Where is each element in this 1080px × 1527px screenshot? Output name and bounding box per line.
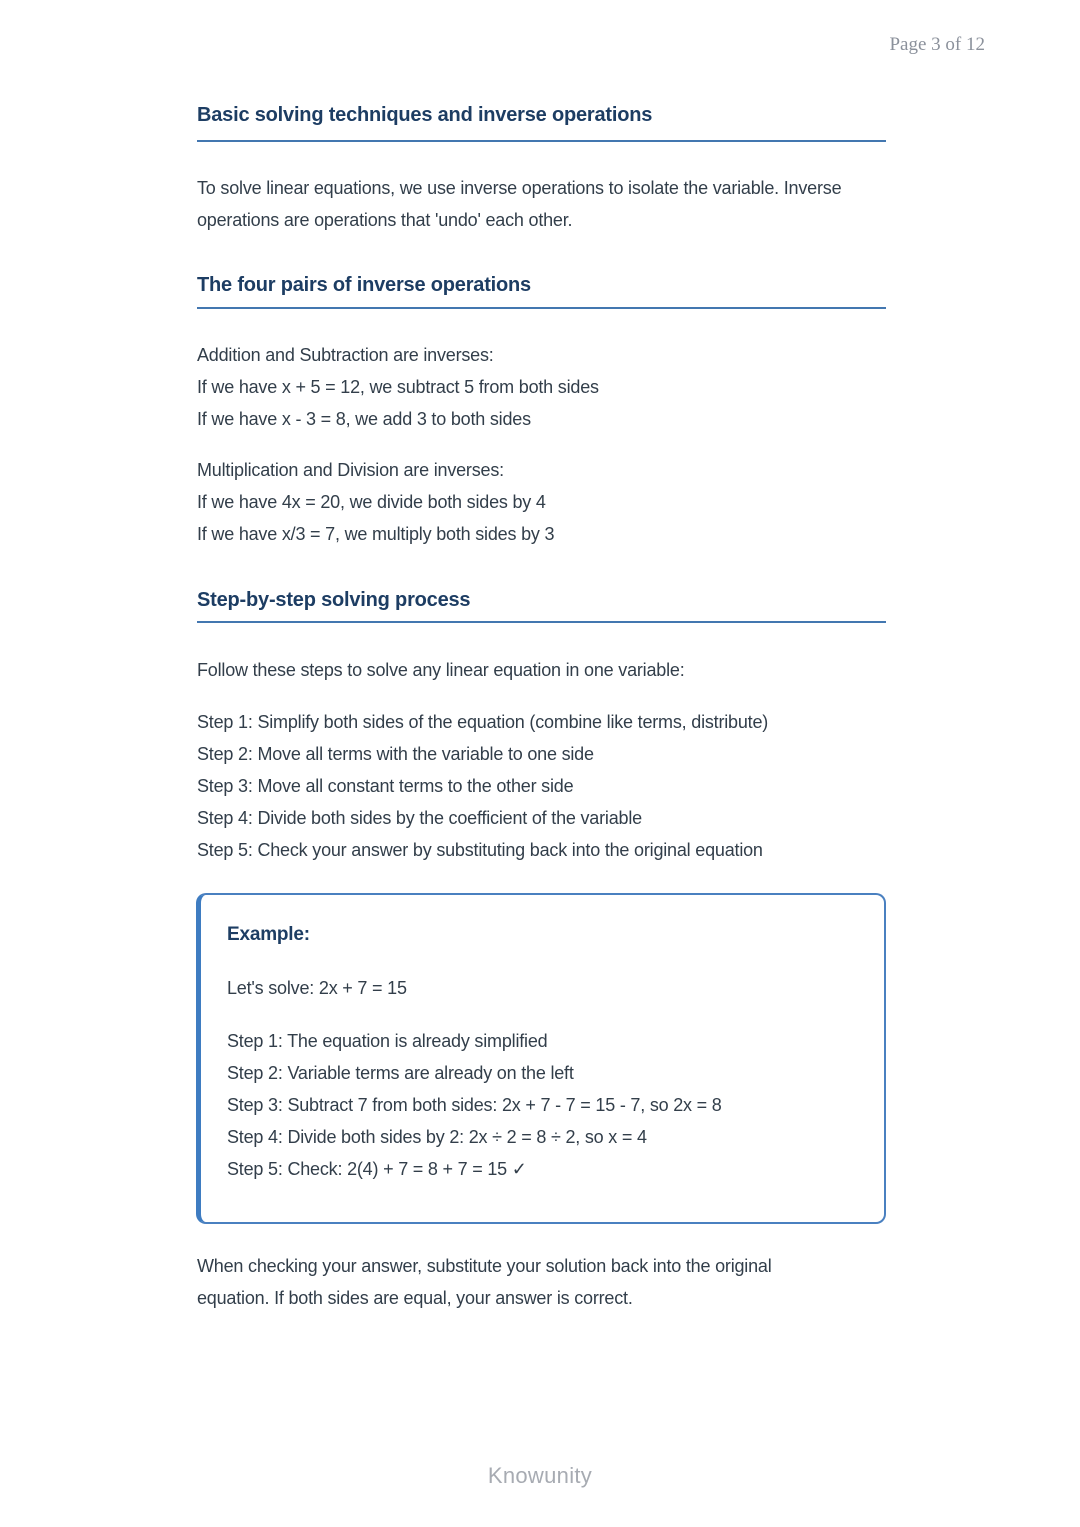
- example-step-item: Step 5: Check: 2(4) + 7 = 8 + 7 = 15 ✓: [227, 1159, 527, 1179]
- paragraph-line: If we have x + 5 = 12, we subtract 5 from both sides: [197, 377, 599, 397]
- multiplication-division-group: [197, 454, 886, 550]
- example-step-item: Step 4: Divide both sides by 2: 2x ÷ 2 = 8 ÷ 2, so x = 4: [227, 1127, 647, 1147]
- paragraph-line: If we have 4x = 20, we divide both sides by 4: [197, 492, 546, 512]
- section-rule: [197, 307, 886, 309]
- example-label: Example:: [227, 924, 310, 945]
- section-rule: [197, 621, 886, 623]
- paragraph-line: Addition and Subtraction are inverses:: [197, 345, 494, 365]
- step-item: Step 2: Move all terms with the variable to one side: [197, 744, 594, 764]
- step-item: Step 3: Move all constant terms to the other side: [197, 776, 574, 796]
- closing-paragraph: [197, 1250, 886, 1314]
- step-item: Step 5: Check your answer by substituting back into the original equation: [197, 840, 763, 860]
- intro-paragraph: [197, 172, 886, 236]
- example-step-item: Step 2: Variable terms are already on the left: [227, 1063, 574, 1083]
- paragraph-line: Multiplication and Division are inverses:: [197, 460, 504, 480]
- steps-intro: [197, 654, 886, 686]
- section-rule: [197, 140, 886, 142]
- step-item: Step 1: Simplify both sides of the equation (combine like terms, distribute): [197, 712, 769, 732]
- paragraph-line: equation. If both sides are equal, your answer is correct.: [197, 1288, 633, 1308]
- page-number: Page 3 of 12: [889, 34, 985, 55]
- section-title-basic-solving: Basic solving techniques and inverse operations: [197, 104, 653, 126]
- solving-steps-list: [197, 706, 886, 866]
- section-title-four-pairs: The four pairs of inverse operations: [197, 274, 531, 296]
- step-item: Step 4: Divide both sides by the coefficient of the variable: [197, 808, 642, 828]
- example-step-item: Step 1: The equation is already simplified: [227, 1031, 548, 1051]
- footer-brand: Knowunity: [487, 1463, 593, 1488]
- example-problem: Let's solve: 2x + 7 = 15: [227, 978, 407, 998]
- example-steps-list: [227, 1025, 722, 1185]
- paragraph-line: operations are operations that 'undo' each other.: [197, 210, 573, 230]
- paragraph-line: To solve linear equations, we use inverse operations to isolate the variable. Inverse: [197, 178, 842, 198]
- addition-subtraction-group: [197, 339, 886, 435]
- example-step-item: Step 3: Subtract 7 from both sides: 2x + 7 - 7 = 15 - 7, so 2x = 8: [227, 1095, 722, 1115]
- example-callout-box: [196, 893, 886, 1224]
- paragraph-line: If we have x/3 = 7, we multiply both sides by 3: [197, 524, 555, 544]
- paragraph-line: When checking your answer, substitute your solution back into the original: [197, 1256, 772, 1276]
- section-title-step-by-step: Step-by-step solving process: [197, 589, 471, 611]
- paragraph-line: Follow these steps to solve any linear equation in one variable:: [197, 660, 685, 680]
- paragraph-line: If we have x - 3 = 8, we add 3 to both sides: [197, 409, 531, 429]
